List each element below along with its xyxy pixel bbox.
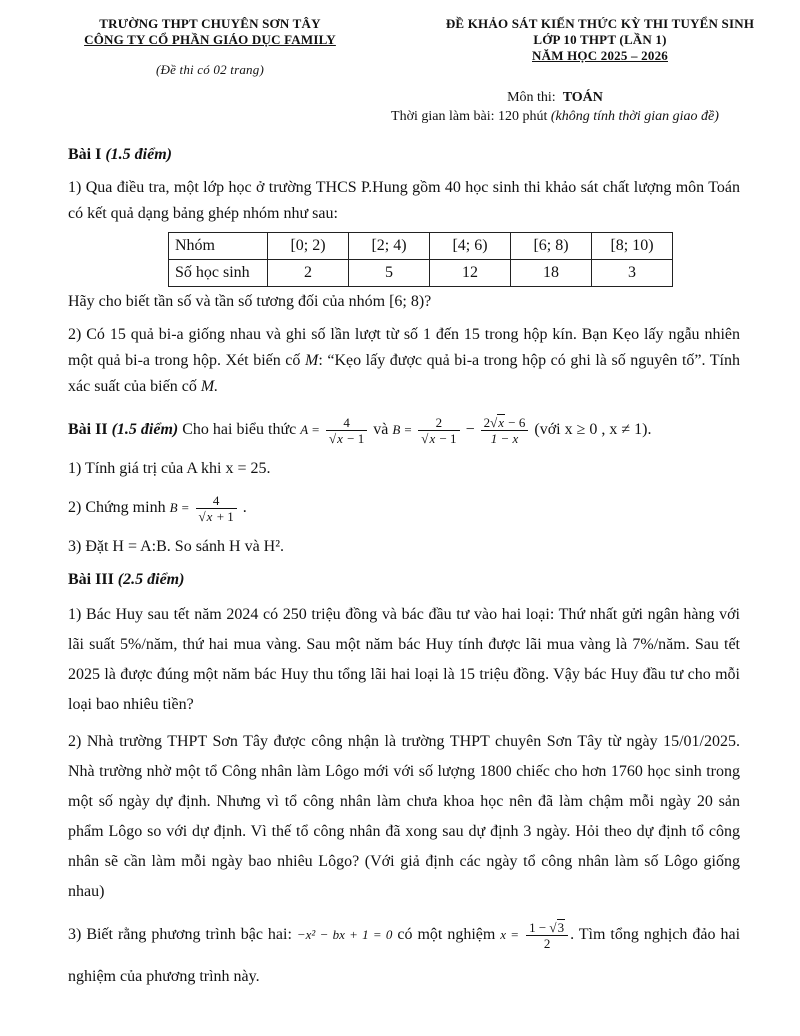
bai1-q2-end: M. <box>200 378 219 395</box>
num-pre: 1 − <box>529 919 550 935</box>
header-right <box>400 16 800 64</box>
bai1-heading <box>68 142 740 168</box>
bai3-q3-equation: −x² − bx + 1 = 0 <box>296 927 393 942</box>
frac-den: √x + 1 <box>198 508 234 524</box>
bai2-q2 <box>68 489 740 527</box>
bai2-intro: Cho hai biểu thức <box>178 421 301 438</box>
subject-value: TOÁN <box>562 90 603 105</box>
fraction-a <box>326 415 367 446</box>
header-left <box>60 16 360 78</box>
minus-sign: − <box>461 421 479 438</box>
bai3-q3 <box>68 914 740 998</box>
group-table <box>168 232 673 287</box>
expr-a-label: A = <box>300 422 320 437</box>
table-cell: [2; 4) <box>349 233 430 260</box>
radicand: x <box>429 430 436 446</box>
frac-den: 1 − x <box>490 430 519 446</box>
exam-title: ĐỀ KHẢO SÁT KIẾN THỨC KỲ THI TUYỂN SINH <box>445 16 755 31</box>
bai2-heading <box>68 411 740 449</box>
bai3-title: Bài III <box>68 571 114 588</box>
table-cell: 3 <box>592 260 673 287</box>
table-cell: 18 <box>511 260 592 287</box>
den-rest: − 1 <box>343 430 365 446</box>
table-cell: [4; 6) <box>430 233 511 260</box>
table-cell: [8; 10) <box>592 233 673 260</box>
table-cell: 12 <box>430 260 511 287</box>
bai3-q3-x: x = <box>500 927 520 942</box>
bai3-q1: 1) Bác Huy sau tết năm 2024 có 250 triệu đồng và bác đầu tư vào hai loại: Thứ nhất gửi ngân hàng với lãi suất 5%/năm, thứ hai mua vàng. Sau một năm bác Huy tính được lãi mua vàng là 7%/năm. Sau tết 2025 là được đúng một năm bác Huy thu tổng lãi hai loại là 15 triệu đồng. Vậy bác Huy đầu tư cho mỗi loại bao nhiêu tiền? <box>68 606 740 713</box>
radicand: x <box>498 414 505 430</box>
table-cell: 5 <box>349 260 430 287</box>
table-cell: 2 <box>268 260 349 287</box>
radicand: x <box>337 430 343 446</box>
bai2-q3: 3) Đặt H = A:B. So sánh H và H². <box>68 538 285 555</box>
exam-grade: LỚP 10 THPT (LẦN 1) <box>533 32 667 47</box>
bai1-q2-quote: : “Kẹo lấy được quả bi-a trong hộp có ghi là số nguyên tố”. Tính xác suất của biến cố <box>68 352 741 395</box>
bai3-points: (2.5 điểm) <box>117 571 185 588</box>
fraction-b-proof <box>196 493 237 524</box>
table-row-label: Số học sinh <box>169 260 268 287</box>
pages-note: (Đề thi có 02 trang) <box>156 62 264 77</box>
exam-year: NĂM HỌC 2025 – 2026 <box>532 48 668 63</box>
fraction-b2 <box>481 415 529 446</box>
bai2-title: Bài II <box>68 421 108 438</box>
expr-b-label: B = <box>392 422 413 437</box>
subject-label: Môn thi: <box>507 90 556 105</box>
fraction-b1 <box>418 415 459 446</box>
frac-den: 2 <box>543 935 551 951</box>
exam-body <box>68 142 740 998</box>
table-cell: [6; 8) <box>511 233 592 260</box>
table-cell: [0; 2) <box>268 233 349 260</box>
subject-block <box>370 88 740 126</box>
frac-num: 4 <box>326 415 367 431</box>
bai1-q1-ask: Hãy cho biết tần số và tần số tương đối của nhóm [6; 8)? <box>68 293 432 310</box>
bai1-points: (1.5 điểm) <box>105 146 172 163</box>
bai2-q2-end: . <box>238 499 247 516</box>
radicand: x <box>206 508 213 524</box>
radicand: 3 <box>557 919 565 935</box>
bai2-q2-text: 2) Chứng minh <box>68 499 170 516</box>
bai1-q2-text: 2) Có 15 quả bi-a giống nhau và ghi số lần lượt từ số 1 đến 15 trong hộp kín. Bạn Kẹo lấy ngẫu nhiên một quả bi-a trong hộp. Xét biến cố <box>68 326 740 369</box>
fraction-root <box>526 920 568 951</box>
bai1-q2 <box>68 322 740 400</box>
bai2-q2-lhs: B = <box>169 500 190 515</box>
bai3-q3-mid: có một nghiệm <box>392 926 501 943</box>
num-rest: − 6 <box>505 414 526 430</box>
bai3-heading <box>68 567 740 593</box>
time-label: Thời gian làm bài: 120 phút <box>391 109 548 124</box>
frac-num: 2√x − 6 <box>481 415 529 431</box>
school-name: TRƯỜNG THPT CHUYÊN SƠN TÂY <box>99 16 321 31</box>
frac-num: 2 <box>418 415 459 431</box>
bai2-q1: 1) Tính giá trị của A khi x = 25. <box>68 460 271 477</box>
bai1-title: Bài I <box>68 146 102 163</box>
frac-num: 1 − √3 <box>526 920 568 936</box>
frac-den: √x − 1 <box>328 430 365 446</box>
company-name: CÔNG TY CỔ PHẦN GIÁO DỤC FAMILY <box>84 32 336 47</box>
bai2-and: và <box>373 421 393 438</box>
bai3-q2: 2) Nhà trường THPT Sơn Tây được công nhận là trường THPT chuyên Sơn Tây từ ngày 15/01/2025. Nhà trường nhờ một tổ Công nhân làm Lôgo mới với số lượng 1800 chiếc cho hơn 1760 học sinh trong một số ngày dự định. Nhưng vì tổ công nhân làm chưa khoa học nên đã làm chậm mỗi ngày 20 sản phẩm Lôgo so với dự định. Vì thế tổ công nhân đã xong sau dự định 3 ngày. Hỏi theo dự định tổ công nhân sẽ cần làm mỗi ngày bao nhiêu Lôgo? (Với giả định các ngày tổ công nhân làm số Lôgo giống nhau) <box>68 733 740 900</box>
table-row <box>169 260 673 287</box>
frac-num: 4 <box>196 493 237 509</box>
table-row <box>169 233 673 260</box>
bai3-q3-text: 3) Biết rằng phương trình bậc hai: <box>68 926 297 943</box>
bai2-points: (1.5 điểm) <box>111 421 179 438</box>
bai1-q1: 1) Qua điều tra, một lớp học ở trường THCS P.Hung gồm 40 học sinh thi khảo sát chất lượng môn Toán có kết quả dạng bảng ghép nhóm như sau: <box>68 179 740 222</box>
bai2-condition: (với x ≥ 0 , x ≠ 1). <box>530 421 652 438</box>
den-rest: + 1 <box>213 508 234 524</box>
bai3-q3-end: . Tìm tổng nghịch đảo hai nghiệm của phương trình này. <box>68 926 741 985</box>
den-rest: − 1 <box>436 430 457 446</box>
bai1-q2-event: M <box>305 352 319 369</box>
time-note: (không tính thời gian giao đề) <box>550 109 719 124</box>
table-row-label: Nhóm <box>169 233 268 260</box>
frac-den: √x − 1 <box>421 430 457 446</box>
num-pre: 2 <box>483 414 491 430</box>
